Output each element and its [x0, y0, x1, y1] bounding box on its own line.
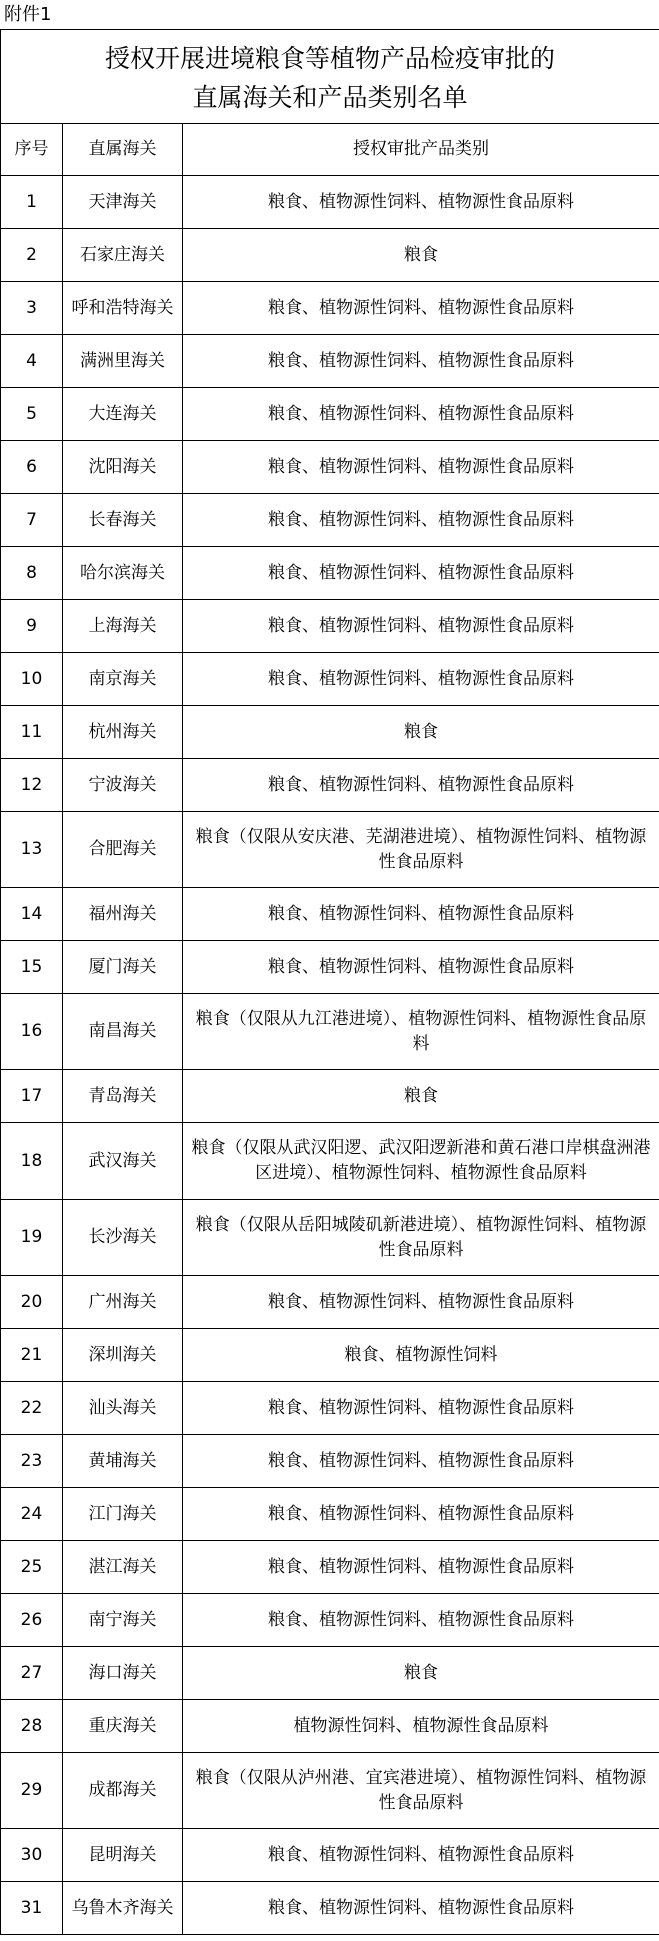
product-category: 粮食、植物源性饲料、植物源性食品原料 — [183, 1594, 659, 1647]
header-category: 授权审批产品类别 — [183, 124, 659, 176]
row-number: 11 — [1, 706, 63, 759]
customs-name: 青岛海关 — [63, 1070, 183, 1123]
row-number: 18 — [1, 1123, 63, 1200]
document-title — [1, 30, 659, 124]
customs-name: 昆明海关 — [63, 1829, 183, 1882]
customs-name: 石家庄海关 — [63, 229, 183, 282]
product-category: 粮食、植物源性饲料、植物源性食品原料 — [183, 600, 659, 653]
row-number: 12 — [1, 759, 63, 812]
product-category: 粮食、植物源性饲料、植物源性食品原料 — [183, 441, 659, 494]
product-category: 粮食、植物源性饲料、植物源性食品原料 — [183, 282, 659, 335]
table-row — [1, 994, 659, 1070]
customs-name: 宁波海关 — [63, 759, 183, 812]
table-row — [1, 1123, 659, 1200]
row-number: 31 — [1, 1882, 63, 1935]
product-category: 植物源性饲料、植物源性食品原料 — [183, 1700, 659, 1753]
customs-name: 南昌海关 — [63, 994, 183, 1070]
table-row — [1, 1829, 659, 1882]
row-number: 13 — [1, 812, 63, 888]
customs-name: 黄埔海关 — [63, 1435, 183, 1488]
customs-name: 满洲里海关 — [63, 335, 183, 388]
product-category: 粮食 — [183, 1647, 659, 1700]
row-number: 20 — [1, 1276, 63, 1329]
table-row — [1, 706, 659, 759]
customs-name: 长春海关 — [63, 494, 183, 547]
row-number: 25 — [1, 1541, 63, 1594]
product-category: 粮食、植物源性饲料、植物源性食品原料 — [183, 1382, 659, 1435]
table-row — [1, 1882, 659, 1935]
customs-name: 福州海关 — [63, 888, 183, 941]
row-number: 28 — [1, 1700, 63, 1753]
table-row — [1, 1435, 659, 1488]
customs-name: 杭州海关 — [63, 706, 183, 759]
product-category: 粮食、植物源性饲料、植物源性食品原料 — [183, 759, 659, 812]
row-number: 9 — [1, 600, 63, 653]
attachment-label: 附件1 — [4, 4, 52, 25]
title-row — [1, 30, 659, 124]
row-number: 1 — [1, 176, 63, 229]
product-category: 粮食、植物源性饲料、植物源性食品原料 — [183, 1541, 659, 1594]
row-number: 16 — [1, 994, 63, 1070]
product-category: 粮食、植物源性饲料、植物源性食品原料 — [183, 176, 659, 229]
table-row — [1, 1753, 659, 1829]
table-row — [1, 494, 659, 547]
table-row — [1, 941, 659, 994]
table-row — [1, 335, 659, 388]
product-category: 粮食、植物源性饲料、植物源性食品原料 — [183, 1488, 659, 1541]
table-row — [1, 1329, 659, 1382]
row-number: 5 — [1, 388, 63, 441]
product-category: 粮食、植物源性饲料、植物源性食品原料 — [183, 335, 659, 388]
table-row — [1, 282, 659, 335]
customs-name: 大连海关 — [63, 388, 183, 441]
product-category: 粮食、植物源性饲料、植物源性食品原料 — [183, 888, 659, 941]
product-category: 粮食 — [183, 1070, 659, 1123]
customs-name: 海口海关 — [63, 1647, 183, 1700]
product-category: 粮食（仅限从九江港进境）、植物源性饲料、植物源性食品原料 — [183, 994, 659, 1070]
table-row — [1, 176, 659, 229]
table-row — [1, 1382, 659, 1435]
row-number: 19 — [1, 1200, 63, 1276]
customs-name: 合肥海关 — [63, 812, 183, 888]
table-row — [1, 812, 659, 888]
row-number: 10 — [1, 653, 63, 706]
table-row — [1, 1200, 659, 1276]
row-number: 21 — [1, 1329, 63, 1382]
product-category: 粮食、植物源性饲料、植物源性食品原料 — [183, 1829, 659, 1882]
title-line-2: 直属海关和产品类别名单 — [192, 83, 468, 112]
product-category: 粮食、植物源性饲料、植物源性食品原料 — [183, 547, 659, 600]
row-number: 8 — [1, 547, 63, 600]
customs-name: 沈阳海关 — [63, 441, 183, 494]
row-number: 7 — [1, 494, 63, 547]
customs-name: 江门海关 — [63, 1488, 183, 1541]
table-row — [1, 1541, 659, 1594]
product-category: 粮食、植物源性饲料、植物源性食品原料 — [183, 941, 659, 994]
customs-name: 南宁海关 — [63, 1594, 183, 1647]
product-category: 粮食、植物源性饲料、植物源性食品原料 — [183, 494, 659, 547]
product-category: 粮食（仅限从泸州港、宜宾港进境）、植物源性饲料、植物源性食品原料 — [183, 1753, 659, 1829]
row-number: 2 — [1, 229, 63, 282]
header-customs: 直属海关 — [63, 124, 183, 176]
table-row — [1, 1070, 659, 1123]
row-number: 24 — [1, 1488, 63, 1541]
product-category: 粮食、植物源性饲料、植物源性食品原料 — [183, 1882, 659, 1935]
table-row — [1, 600, 659, 653]
product-category: 粮食、植物源性饲料 — [183, 1329, 659, 1382]
row-number: 6 — [1, 441, 63, 494]
table-row — [1, 888, 659, 941]
row-number: 4 — [1, 335, 63, 388]
table-row — [1, 388, 659, 441]
table-row — [1, 229, 659, 282]
table-row — [1, 1276, 659, 1329]
row-number: 27 — [1, 1647, 63, 1700]
customs-name: 乌鲁木齐海关 — [63, 1882, 183, 1935]
customs-name: 上海海关 — [63, 600, 183, 653]
product-category: 粮食 — [183, 229, 659, 282]
table-row — [1, 759, 659, 812]
customs-name: 成都海关 — [63, 1753, 183, 1829]
header-no: 序号 — [1, 124, 63, 176]
customs-name: 哈尔滨海关 — [63, 547, 183, 600]
customs-name: 长沙海关 — [63, 1200, 183, 1276]
product-category: 粮食（仅限从岳阳城陵矶新港进境）、植物源性饲料、植物源性食品原料 — [183, 1200, 659, 1276]
table-row — [1, 1488, 659, 1541]
title-line-1: 授权开展进境粮食等植物产品检疫审批的 — [105, 44, 556, 73]
customs-name: 呼和浩特海关 — [63, 282, 183, 335]
row-number: 15 — [1, 941, 63, 994]
table-row — [1, 547, 659, 600]
table-row — [1, 441, 659, 494]
table-row — [1, 653, 659, 706]
row-number: 3 — [1, 282, 63, 335]
table-row — [1, 1594, 659, 1647]
product-category: 粮食、植物源性饲料、植物源性食品原料 — [183, 388, 659, 441]
customs-name: 厦门海关 — [63, 941, 183, 994]
row-number: 14 — [1, 888, 63, 941]
customs-name: 天津海关 — [63, 176, 183, 229]
row-number: 29 — [1, 1753, 63, 1829]
row-number: 26 — [1, 1594, 63, 1647]
header-row — [1, 124, 659, 176]
row-number: 22 — [1, 1382, 63, 1435]
product-category: 粮食（仅限从武汉阳逻、武汉阳逻新港和黄石港口岸棋盘洲港区进境）、植物源性饲料、植物源性食品原料 — [183, 1123, 659, 1200]
customs-name: 武汉海关 — [63, 1123, 183, 1200]
row-number: 23 — [1, 1435, 63, 1488]
product-category: 粮食（仅限从安庆港、芜湖港进境）、植物源性饲料、植物源性食品原料 — [183, 812, 659, 888]
table-row — [1, 1647, 659, 1700]
customs-name: 湛江海关 — [63, 1541, 183, 1594]
customs-name: 汕头海关 — [63, 1382, 183, 1435]
product-category: 粮食 — [183, 706, 659, 759]
row-number: 30 — [1, 1829, 63, 1882]
product-category: 粮食、植物源性饲料、植物源性食品原料 — [183, 653, 659, 706]
product-category: 粮食、植物源性饲料、植物源性食品原料 — [183, 1435, 659, 1488]
row-number: 17 — [1, 1070, 63, 1123]
customs-name: 南京海关 — [63, 653, 183, 706]
customs-name: 重庆海关 — [63, 1700, 183, 1753]
customs-table — [0, 29, 659, 1935]
customs-name: 深圳海关 — [63, 1329, 183, 1382]
customs-name: 广州海关 — [63, 1276, 183, 1329]
product-category: 粮食、植物源性饲料、植物源性食品原料 — [183, 1276, 659, 1329]
table-row — [1, 1700, 659, 1753]
